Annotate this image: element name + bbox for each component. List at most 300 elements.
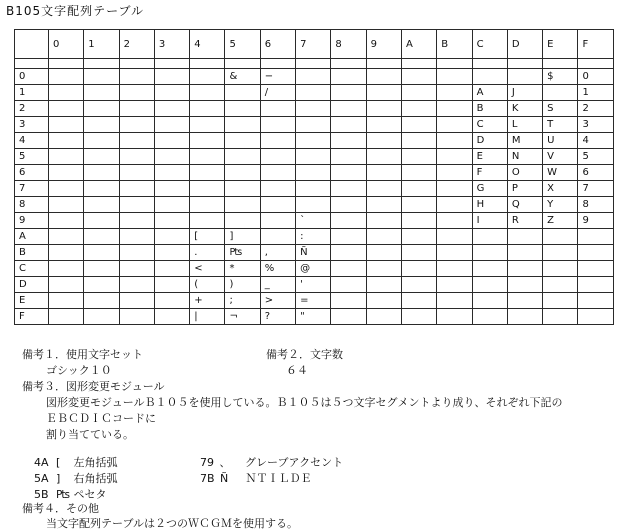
table-cell	[154, 213, 189, 229]
cell-char	[120, 103, 124, 114]
table-cell	[543, 229, 578, 245]
table-cell	[260, 229, 295, 245]
table-cell	[543, 245, 578, 261]
cell-char	[261, 103, 265, 114]
row-header	[15, 277, 49, 293]
table-cell	[437, 213, 472, 229]
mapping-name: 左角括弧	[73, 456, 118, 469]
table-cell	[578, 149, 613, 165]
table-cell	[119, 133, 154, 149]
cell-char: $	[547, 71, 554, 82]
table-cell	[331, 309, 366, 325]
table-cell	[296, 69, 331, 85]
row-header-label: 6	[19, 167, 26, 178]
cell-char	[437, 167, 441, 178]
table-cell	[225, 277, 260, 293]
table-cell	[472, 309, 507, 325]
table-cell	[401, 197, 436, 213]
table-cell	[543, 309, 578, 325]
cell-char	[331, 199, 335, 210]
table-cell	[543, 181, 578, 197]
cell-char	[190, 151, 194, 162]
table-cell	[225, 117, 260, 133]
cell-char	[402, 183, 406, 194]
spacer-cell	[543, 59, 578, 69]
cell-char	[120, 247, 124, 258]
table-cell	[84, 245, 119, 261]
table-cell	[49, 213, 84, 229]
cell-char	[84, 215, 88, 226]
column-header	[49, 30, 84, 59]
cell-char	[296, 183, 300, 194]
spacer-cell	[296, 59, 331, 69]
cell-char: S	[547, 103, 554, 114]
column-header-label: 1	[88, 38, 95, 50]
column-header	[119, 30, 154, 59]
row-header	[15, 117, 49, 133]
cell-char: Q	[511, 199, 520, 210]
table-cell	[260, 85, 295, 101]
table-cell	[260, 101, 295, 117]
cell-char	[331, 87, 335, 98]
table-row	[15, 293, 614, 309]
table-cell	[401, 133, 436, 149]
cell-char	[120, 183, 124, 194]
cell-char	[367, 215, 371, 226]
cell-char: Y	[547, 199, 554, 210]
cell-char	[155, 119, 159, 130]
table-cell	[296, 245, 331, 261]
cell-char	[367, 263, 371, 274]
cell-char	[49, 215, 53, 226]
row-header-label: 2	[19, 103, 26, 114]
table-cell	[578, 85, 613, 101]
cell-char	[437, 199, 441, 210]
mapping-char: Ñ	[220, 472, 229, 485]
cell-char	[49, 247, 53, 258]
cell-char	[190, 87, 194, 98]
table-cell	[84, 229, 119, 245]
column-header	[543, 30, 578, 59]
table-cell	[190, 149, 225, 165]
cell-char	[296, 151, 300, 162]
note3-label: 備考３．図形変更モジュール	[22, 380, 165, 393]
table-cell	[366, 181, 401, 197]
cell-char	[225, 103, 229, 114]
column-header-label: E	[547, 38, 554, 50]
table-cell	[49, 293, 84, 309]
row-header-label: A	[19, 231, 26, 242]
cell-char: ¬	[229, 311, 238, 322]
cell-char	[155, 87, 159, 98]
cell-char	[508, 263, 512, 274]
table-cell	[401, 277, 436, 293]
cell-char	[402, 135, 406, 146]
table-cell	[84, 277, 119, 293]
cell-char: 6	[582, 167, 589, 178]
table-cell	[190, 229, 225, 245]
character-code-table	[14, 29, 614, 325]
row-header-label: 9	[19, 215, 26, 226]
cell-char: X	[547, 183, 555, 194]
table-cell	[366, 293, 401, 309]
column-header	[437, 30, 472, 59]
table-cell	[543, 197, 578, 213]
cell-char: _	[264, 279, 270, 290]
table-cell	[49, 261, 84, 277]
table-cell	[366, 85, 401, 101]
cell-char	[261, 231, 265, 242]
table-cell	[119, 293, 154, 309]
table-cell	[260, 117, 295, 133]
cell-char	[84, 263, 88, 274]
cell-char	[473, 263, 477, 274]
cell-char: [	[194, 231, 199, 242]
cell-char	[331, 263, 335, 274]
table-header-row	[15, 30, 614, 59]
cell-char: @	[300, 263, 311, 274]
cell-char	[84, 311, 88, 322]
table-cell	[154, 101, 189, 117]
cell-char	[84, 119, 88, 130]
cell-char	[437, 71, 441, 82]
table-row	[15, 277, 614, 293]
table-cell	[543, 213, 578, 229]
spacer-cell	[190, 59, 225, 69]
row-header	[15, 181, 49, 197]
cell-char	[84, 151, 88, 162]
table-row	[15, 117, 614, 133]
table-cell	[401, 261, 436, 277]
spacer-cell	[507, 59, 542, 69]
mapping-char: 、	[219, 456, 231, 469]
table-cell	[154, 229, 189, 245]
note2-label: 備考２．文字数	[266, 348, 343, 361]
note1-value: ゴシック１０	[46, 364, 112, 377]
table-cell	[190, 245, 225, 261]
table-cell	[154, 69, 189, 85]
table-cell	[578, 165, 613, 181]
table-cell	[84, 197, 119, 213]
table-cell	[84, 133, 119, 149]
table-cell	[507, 245, 542, 261]
table-cell	[225, 229, 260, 245]
column-header-label: F	[582, 38, 589, 50]
cell-char: ;	[229, 295, 233, 306]
cell-char	[331, 167, 335, 178]
table-cell	[578, 181, 613, 197]
table-row	[15, 213, 614, 229]
table-cell	[331, 197, 366, 213]
mapping-code: 79	[200, 456, 214, 469]
cell-char	[84, 167, 88, 178]
table-cell	[49, 69, 84, 85]
cell-char	[402, 71, 406, 82]
table-cell	[225, 213, 260, 229]
cell-char	[473, 71, 477, 82]
cell-char	[437, 103, 441, 114]
cell-char	[402, 103, 406, 114]
table-cell	[119, 261, 154, 277]
cell-char: .	[194, 247, 198, 258]
cell-char	[84, 247, 88, 258]
table-cell	[543, 117, 578, 133]
table-cell	[225, 133, 260, 149]
cell-char	[120, 215, 124, 226]
cell-char	[155, 215, 159, 226]
cell-char	[225, 135, 229, 146]
spacer-cell	[578, 59, 613, 69]
table-cell	[472, 149, 507, 165]
table-cell	[331, 85, 366, 101]
table-cell	[119, 197, 154, 213]
table-cell	[119, 229, 154, 245]
table-cell	[507, 213, 542, 229]
row-header-label: 3	[19, 119, 26, 130]
cell-char	[155, 295, 159, 306]
mapping-char: ]	[56, 472, 61, 485]
table-cell	[296, 117, 331, 133]
cell-char: J	[511, 87, 515, 98]
cell-char	[190, 215, 194, 226]
table-cell	[154, 149, 189, 165]
table-cell	[119, 245, 154, 261]
cell-char	[473, 295, 477, 306]
cell-char: C	[476, 119, 484, 130]
mapping-entry	[34, 454, 118, 470]
cell-char: P	[511, 183, 518, 194]
table-cell	[84, 117, 119, 133]
table-cell	[225, 69, 260, 85]
table-cell	[84, 309, 119, 325]
table-cell	[507, 117, 542, 133]
table-cell	[296, 181, 331, 197]
table-row	[15, 69, 614, 85]
cell-char	[578, 311, 582, 322]
column-header	[578, 30, 613, 59]
table-cell	[49, 309, 84, 325]
cell-char	[120, 151, 124, 162]
cell-char	[120, 119, 124, 130]
table-cell	[366, 197, 401, 213]
table-cell	[119, 277, 154, 293]
cell-char	[437, 231, 441, 242]
corner-cell	[15, 30, 49, 59]
cell-char	[543, 247, 547, 258]
table-cell	[437, 117, 472, 133]
mapping-name: ペセタ	[73, 488, 107, 501]
table-row	[15, 309, 614, 325]
table-cell	[331, 181, 366, 197]
cell-char: +	[194, 295, 203, 306]
cell-char	[190, 167, 194, 178]
table-cell	[84, 181, 119, 197]
cell-char	[296, 71, 300, 82]
cell-char: =	[300, 295, 309, 306]
cell-char	[225, 151, 229, 162]
cell-char	[155, 183, 159, 194]
cell-char: ,	[264, 247, 268, 258]
table-cell	[507, 69, 542, 85]
table-cell	[331, 69, 366, 85]
mapping-code: 7B	[200, 472, 215, 485]
table-cell	[331, 277, 366, 293]
table-row	[15, 197, 614, 213]
cell-char	[225, 183, 229, 194]
column-header-label: C	[476, 38, 484, 50]
column-header	[154, 30, 189, 59]
table-cell	[366, 133, 401, 149]
cell-char	[473, 279, 477, 290]
mapping-entry	[200, 470, 312, 486]
row-header-label: 8	[19, 199, 26, 210]
row-header-label: C	[19, 263, 26, 274]
cell-char	[120, 87, 124, 98]
table-cell	[49, 197, 84, 213]
cell-char	[155, 247, 159, 258]
cell-char	[84, 231, 88, 242]
cell-char	[84, 183, 88, 194]
cell-char: &	[229, 71, 238, 82]
cell-char	[49, 263, 53, 274]
table-cell	[154, 165, 189, 181]
table-cell	[154, 181, 189, 197]
cell-char	[402, 247, 406, 258]
cell-char	[190, 103, 194, 114]
table-cell	[225, 165, 260, 181]
cell-char	[367, 311, 371, 322]
table-cell	[119, 165, 154, 181]
cell-char	[190, 119, 194, 130]
table-cell	[260, 213, 295, 229]
cell-char: 9	[582, 215, 589, 226]
cell-char: <	[194, 263, 203, 274]
table-cell	[49, 149, 84, 165]
column-header-label: 5	[229, 38, 236, 50]
mapping-code: 5A	[34, 472, 49, 485]
table-cell	[578, 213, 613, 229]
cell-char	[49, 103, 53, 114]
cell-char	[49, 87, 53, 98]
column-header	[260, 30, 295, 59]
table-cell	[49, 277, 84, 293]
table-cell	[366, 117, 401, 133]
table-cell	[507, 309, 542, 325]
cell-char	[367, 199, 371, 210]
table-cell	[260, 277, 295, 293]
cell-char: |	[194, 311, 198, 322]
cell-char: R	[511, 215, 519, 226]
column-header-label: 7	[300, 38, 307, 50]
cell-char	[543, 311, 547, 322]
table-cell	[472, 117, 507, 133]
cell-char	[49, 199, 53, 210]
table-cell	[190, 181, 225, 197]
column-header-label: D	[511, 38, 520, 50]
cell-char	[578, 231, 582, 242]
table-cell	[225, 293, 260, 309]
table-cell	[296, 229, 331, 245]
row-header	[15, 213, 49, 229]
table-cell	[190, 117, 225, 133]
cell-char: 5	[582, 151, 589, 162]
cell-char	[437, 215, 441, 226]
table-cell	[331, 245, 366, 261]
table-cell	[366, 277, 401, 293]
table-cell	[472, 261, 507, 277]
table-cell	[366, 213, 401, 229]
cell-char	[331, 135, 335, 146]
cell-char	[367, 279, 371, 290]
table-cell	[437, 277, 472, 293]
cell-char	[437, 263, 441, 274]
cell-char	[190, 199, 194, 210]
table-cell	[366, 245, 401, 261]
cell-char	[296, 119, 300, 130]
cell-char	[84, 135, 88, 146]
mapping-code: 5B	[34, 488, 49, 501]
column-header-label: A	[405, 38, 413, 50]
row-header	[15, 293, 49, 309]
table-cell	[190, 261, 225, 277]
cell-char	[84, 103, 88, 114]
table-cell	[84, 165, 119, 181]
cell-char	[225, 119, 229, 130]
table-cell	[190, 213, 225, 229]
table-row	[15, 149, 614, 165]
mapping-char: [	[56, 456, 61, 469]
table-cell	[437, 85, 472, 101]
row-header-label: 1	[19, 87, 26, 98]
table-cell	[578, 197, 613, 213]
table-row	[15, 181, 614, 197]
table-cell	[401, 149, 436, 165]
table-cell	[225, 197, 260, 213]
spacer-cell	[366, 59, 401, 69]
table-spacer-row	[15, 59, 614, 69]
row-header-label: E	[19, 295, 26, 306]
row-header	[15, 229, 49, 245]
row-header	[15, 69, 49, 85]
table-cell	[49, 117, 84, 133]
column-header	[225, 30, 260, 59]
cell-char	[225, 167, 229, 178]
table-cell	[296, 101, 331, 117]
cell-char: ₧	[229, 247, 243, 258]
table-cell	[543, 293, 578, 309]
note1-label: 備考１．使用文字セット	[22, 348, 143, 361]
cell-char: 8	[582, 199, 589, 210]
table-cell	[84, 261, 119, 277]
table-cell	[296, 133, 331, 149]
table-cell	[437, 69, 472, 85]
cell-char	[543, 87, 547, 98]
mapping-name: グレーブアクセント	[245, 456, 344, 469]
table-cell	[366, 309, 401, 325]
table-cell	[260, 293, 295, 309]
row-header-label: 7	[19, 183, 26, 194]
table-cell	[260, 309, 295, 325]
spacer-cell	[331, 59, 366, 69]
cell-char	[49, 135, 53, 146]
table-cell	[154, 309, 189, 325]
cell-char: H	[476, 199, 485, 210]
row-header-label: B	[19, 247, 26, 258]
row-header-label: 4	[19, 135, 26, 146]
cell-char	[508, 71, 512, 82]
table-cell	[49, 245, 84, 261]
table-cell	[578, 69, 613, 85]
